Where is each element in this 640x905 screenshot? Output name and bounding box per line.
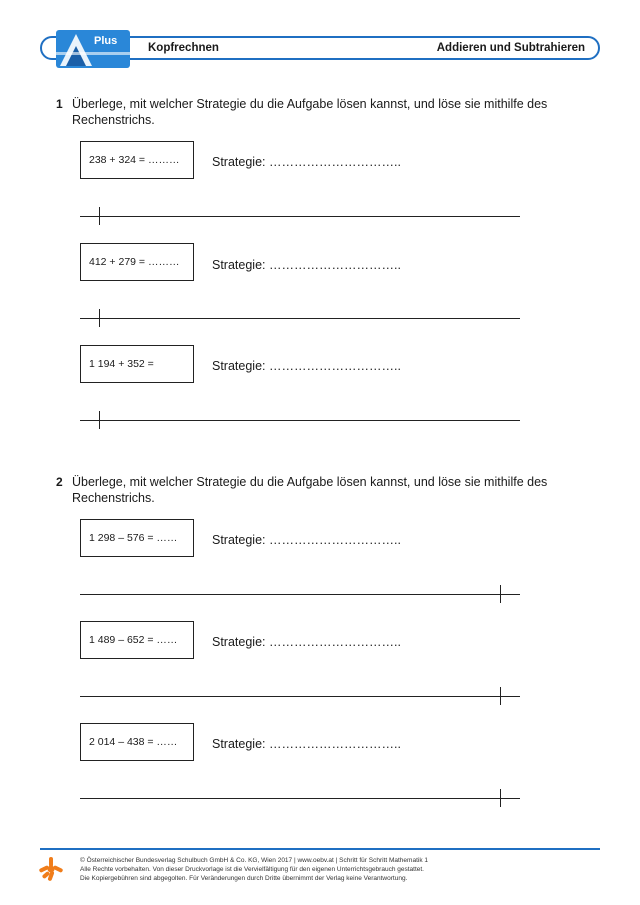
strategy-field[interactable]: Strategie: ………………………….. [212,155,401,169]
strategy-field[interactable]: Strategie: ………………………….. [212,258,401,272]
header-title-right: Addieren und Subtrahieren [436,42,585,54]
number-line[interactable] [80,594,520,595]
equation-text: 2 014 – 438 = …… [89,736,178,748]
equation-box [80,345,194,383]
equation-box [80,621,194,659]
equation-box [80,723,194,761]
strategy-field[interactable]: Strategie: ………………………….. [212,533,401,547]
task-number: 2 [56,475,63,489]
equation-text: 412 + 279 = ……… [89,256,180,268]
equation-text: 238 + 324 = ……… [89,154,180,166]
equation-text: 1 489 – 652 = …… [89,634,178,646]
publisher-star-icon [38,856,64,882]
equation-box [80,141,194,179]
equation-box [80,243,194,281]
number-line[interactable] [80,318,520,319]
header-title-left: Kopfrechnen [148,42,219,54]
equation-text: 1 298 – 576 = …… [89,532,178,544]
footer-line: Die Kopiergebühren sind abgegolten. Für Veränderungen durch Dritte übernimmt der Verlag keine Verantwortung. [80,875,408,882]
number-line-tick [99,207,100,225]
equation-text: 1 194 + 352 = [89,358,154,370]
number-line-tick [500,687,501,705]
strategy-field[interactable]: Strategie: ………………………….. [212,737,401,751]
footer-line: Alle Rechte vorbehalten. Von dieser Druckvorlage ist die Vervielfältigung für den eigenen Unterrichtsgebrauch gestattet. [80,866,424,873]
number-line[interactable] [80,420,520,421]
footer-line: © Österreichischer Bundesverlag Schulbuch GmbH & Co. KG, Wien 2017 | www.oebv.at | Schritt für Schritt Mathematik 1 [80,857,428,864]
task-instruction: Überlege, mit welcher Strategie du die Aufgabe lösen kannst, und löse sie mithilfe des Rechenstrichs. [72,97,548,127]
task-instruction: Überlege, mit welcher Strategie du die Aufgabe lösen kannst, und löse sie mithilfe des Rechenstrichs. [72,475,548,505]
footer-divider [40,848,600,850]
logo-text: Plus [94,35,118,47]
copyright-footer [80,856,580,883]
number-line-tick [99,411,100,429]
task-number: 1 [56,97,63,111]
plus-logo [56,30,130,68]
number-line[interactable] [80,216,520,217]
equation-box [80,519,194,557]
triangle-logo-icon [56,30,130,68]
number-line-tick [500,789,501,807]
number-line-tick [99,309,100,327]
number-line[interactable] [80,798,520,799]
strategy-field[interactable]: Strategie: ………………………….. [212,359,401,373]
number-line-tick [500,585,501,603]
strategy-field[interactable]: Strategie: ………………………….. [212,635,401,649]
number-line[interactable] [80,696,520,697]
